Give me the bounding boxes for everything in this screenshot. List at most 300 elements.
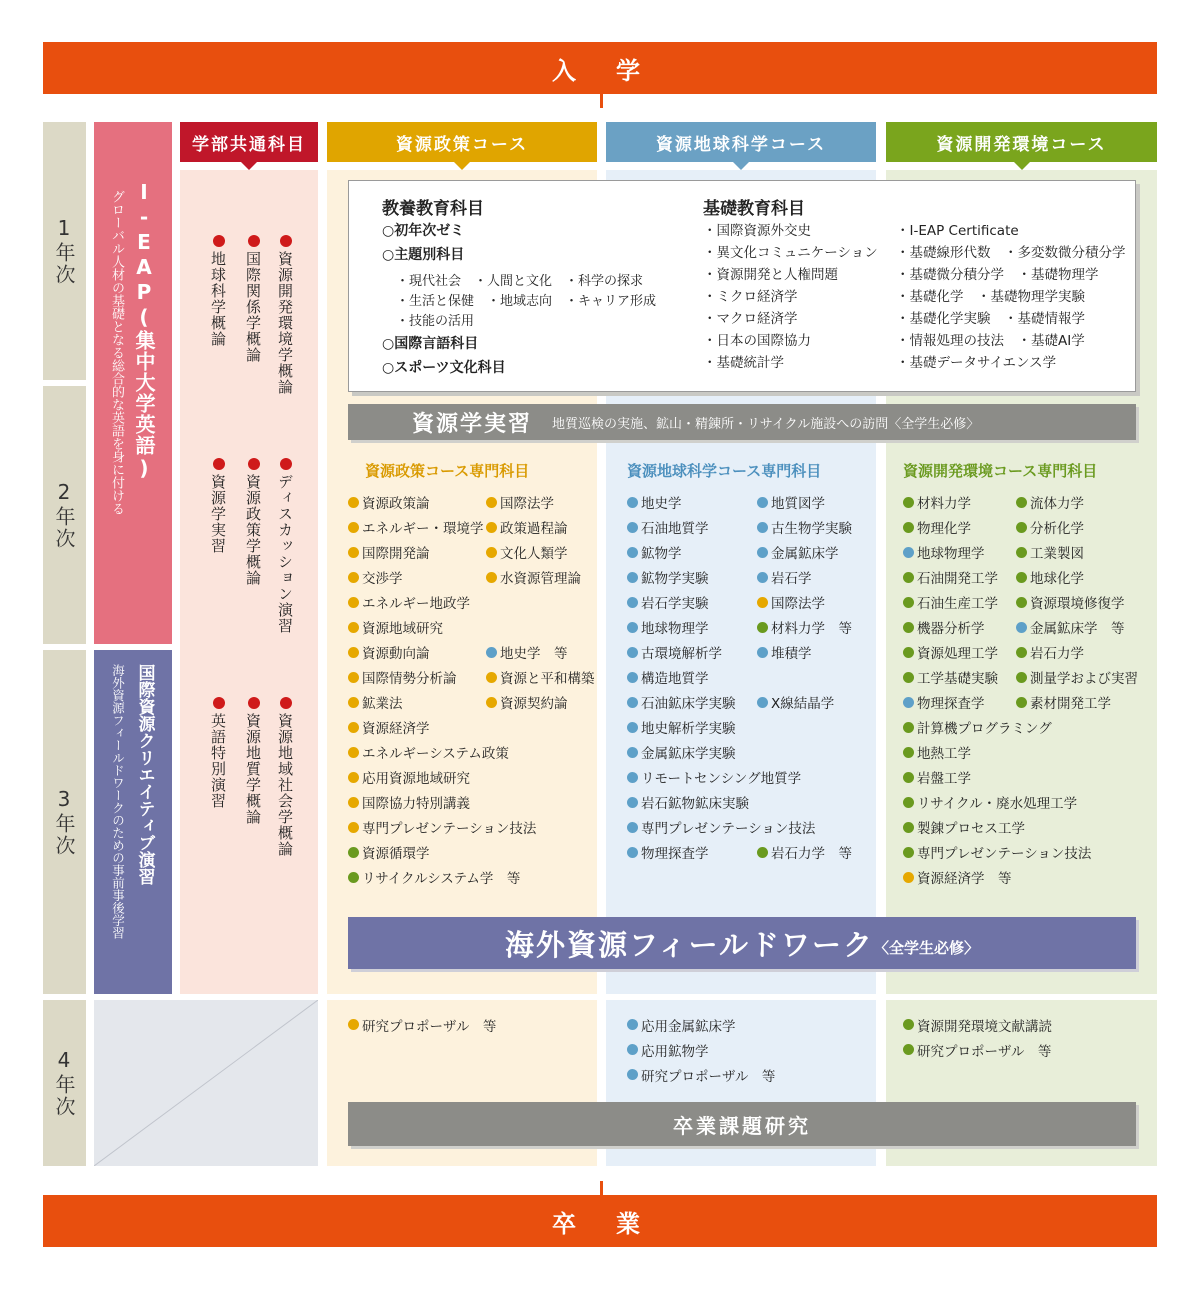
bullet-icon — [348, 797, 359, 808]
fieldwork-band — [348, 917, 1136, 969]
policy-course-header — [327, 122, 597, 162]
ieap-box — [94, 122, 172, 644]
subject-item — [348, 842, 430, 862]
subject-row — [627, 492, 877, 517]
dev-course-label: 資源開発環境コース — [936, 134, 1107, 155]
bullet-icon — [757, 522, 768, 533]
subject-item — [348, 567, 403, 587]
subject-label: 資源循環学 — [362, 846, 430, 862]
bullet-icon — [627, 597, 638, 608]
subject-label: 機器分析学 — [917, 621, 985, 637]
subject-label: 金属鉱床学 — [771, 546, 839, 562]
subject-row — [348, 492, 598, 517]
subject-label: 金属鉱床学 等 — [1030, 621, 1125, 637]
basic-item: ・基礎統計学 — [703, 355, 784, 371]
subject-label: 堆積学 — [771, 646, 812, 662]
subject-label: 工学基礎実験 — [917, 671, 998, 687]
liberal-theme: ・生活と保健 ・地域志向 ・キャリア形成 — [396, 294, 657, 309]
subject-item — [348, 542, 430, 562]
bullet-icon — [348, 872, 359, 883]
creative-box — [94, 650, 172, 994]
basic-item: ・I-EAP Certificate — [896, 223, 1019, 239]
graduation-label: 卒 業 — [552, 1209, 648, 1238]
subject-item — [757, 842, 852, 862]
bullet-icon — [903, 622, 914, 633]
subject-label: 地球物理学 — [641, 621, 709, 637]
subject-item — [627, 542, 682, 562]
subject-row — [903, 567, 1158, 592]
bullet-icon — [757, 547, 768, 558]
common-subject: ディスカッション演習 — [276, 474, 294, 634]
subject-row — [348, 542, 598, 567]
subject-label: 交渉学 — [362, 571, 403, 587]
bullet-icon — [486, 522, 497, 533]
subject-row — [348, 667, 598, 692]
subject-item — [1016, 567, 1084, 587]
liberal-item: ○国際言語科目 — [382, 336, 479, 352]
red-bullet — [248, 697, 260, 709]
subject-label: 岩石鉱物鉱床実験 — [641, 796, 749, 812]
subject-item — [757, 692, 834, 712]
subject-item — [757, 567, 812, 587]
subject-label: X線結晶学 — [771, 696, 835, 712]
practice-band — [348, 404, 1136, 440]
subject-item — [486, 567, 581, 587]
year-1-box — [43, 122, 86, 380]
subject-label: 資源と平和構築 — [500, 671, 595, 687]
ieap-subtitle: グローバル人材の基礎となる総合的な英語を身に付ける — [109, 190, 124, 515]
bullet-icon — [757, 572, 768, 583]
bullet-icon — [486, 647, 497, 658]
subject-item — [1016, 642, 1084, 662]
common-subject: 資源政策学概論 — [244, 474, 262, 586]
red-bullet — [280, 235, 292, 247]
common-subject: 資源地域社会学概論 — [276, 713, 294, 857]
bullet-icon — [348, 697, 359, 708]
subject-item — [903, 692, 985, 712]
admission-bar — [43, 42, 1157, 94]
thesis-title: 卒業課題研究 — [673, 1113, 811, 1138]
subject-label: 計算機プログラミング — [917, 721, 1052, 737]
subject-item — [627, 842, 709, 862]
bullet-icon — [757, 847, 768, 858]
subject-item — [348, 492, 430, 512]
liberal-item: ○主題別科目 — [382, 247, 465, 263]
common-middle-2 — [243, 458, 264, 586]
bullet-icon — [903, 747, 914, 758]
subject-row — [627, 642, 877, 667]
creative-title: 国際資源クリエイティブ演習 — [134, 664, 155, 885]
subject-item — [1016, 492, 1084, 512]
bullet-icon — [627, 822, 638, 833]
red-bullet — [213, 235, 225, 247]
year-3-box — [43, 650, 86, 994]
bullet-icon — [1016, 597, 1027, 608]
subject-label: 流体力学 — [1030, 496, 1084, 512]
subject-label: 資源経済学 — [362, 721, 430, 737]
common-lower-1 — [208, 697, 229, 809]
subject-label: 材料力学 等 — [771, 621, 852, 637]
subject-label: 資源処理工学 — [917, 646, 998, 662]
subject-label: 古生物学実験 — [771, 521, 852, 537]
subject-label: 資源動向論 — [362, 646, 430, 662]
bullet-icon — [757, 647, 768, 658]
bullet-icon — [627, 622, 638, 633]
liberal-item: ○スポーツ文化科目 — [382, 360, 506, 376]
subject-item — [348, 742, 509, 762]
subject-label: 材料力学 — [917, 496, 971, 512]
bullet-icon — [627, 797, 638, 808]
subject-row — [903, 692, 1158, 717]
subject-label: 金属鉱床学実験 — [641, 746, 736, 762]
liberal-theme: ・技能の活用 — [396, 314, 475, 329]
subject-item — [1016, 517, 1084, 537]
subject-label: 研究プロポーザル 等 — [641, 1068, 776, 1085]
basic-item: ・国際資源外交史 — [703, 223, 811, 239]
earth-course-label: 資源地球科学コース — [655, 134, 827, 155]
liberal-item: ○初年次ゼミ — [382, 223, 465, 239]
bullet-icon — [903, 822, 914, 833]
graduation-bar — [43, 1195, 1157, 1247]
subject-label: 石油鉱床学実験 — [641, 696, 736, 712]
bullet-icon — [627, 747, 638, 758]
subject-row — [627, 817, 877, 842]
subject-item — [348, 667, 457, 687]
subject-row — [348, 517, 598, 542]
subject-label: 文化人類学 — [500, 546, 568, 562]
bullet-icon — [1016, 697, 1027, 708]
subject-item — [348, 717, 430, 737]
bullet-icon — [348, 672, 359, 683]
subject-label: 工業製図 — [1030, 546, 1084, 562]
subject-row — [348, 842, 598, 867]
bullet-icon — [1016, 522, 1027, 533]
subject-label: 鉱業法 — [362, 696, 403, 712]
bullet-icon — [348, 822, 359, 833]
subject-row — [903, 592, 1158, 617]
bullet-icon — [627, 772, 638, 783]
subject-label: 分析化学 — [1030, 521, 1084, 537]
bullet-icon — [627, 697, 638, 708]
bullet-icon — [627, 847, 638, 858]
subject-label: 地球物理学 — [917, 546, 985, 562]
common-caret — [241, 162, 257, 170]
subject-row — [348, 592, 598, 617]
year-4-label: 4年次 — [52, 1048, 76, 1118]
subject-row — [348, 792, 598, 817]
bullet-icon — [627, 547, 638, 558]
common-lower-2 — [243, 697, 264, 825]
bullet-icon — [903, 522, 914, 533]
earth-subject-list — [627, 492, 877, 867]
subject-item — [903, 742, 971, 762]
thesis-band — [348, 1102, 1136, 1146]
subject-label: 地史学 — [641, 496, 682, 512]
subject-row — [903, 842, 1158, 867]
year-2-box — [43, 386, 86, 644]
subject-row — [903, 617, 1158, 642]
common-subject: 資源学実習 — [209, 474, 227, 554]
bullet-icon — [348, 497, 359, 508]
subject-row — [627, 792, 877, 817]
basic-item: ・基礎データサイエンス学 — [896, 355, 1057, 371]
common-subject: 地球科学概論 — [209, 251, 227, 347]
subject-item — [486, 492, 554, 512]
subject-item — [627, 517, 709, 537]
subject-row — [348, 617, 598, 642]
bullet-icon — [903, 597, 914, 608]
subject-item — [903, 842, 1091, 862]
subject-item — [903, 717, 1052, 737]
subject-row — [627, 717, 877, 742]
subject-item — [627, 617, 709, 637]
admission-label: 入 学 — [552, 56, 648, 85]
subject-label: 地質図学 — [771, 496, 825, 512]
bullet-icon — [627, 722, 638, 733]
bullet-icon — [903, 697, 914, 708]
subject-label: 物理探査学 — [641, 846, 709, 862]
subject-row — [903, 767, 1158, 792]
red-bullet — [248, 235, 260, 247]
common-header — [180, 122, 318, 162]
earth-specialized-title: 資源地球科学コース専門科目 — [627, 462, 822, 480]
subject-label: 岩盤工学 — [917, 771, 971, 787]
subject-row — [348, 567, 598, 592]
subject-row — [903, 542, 1158, 567]
subject-row — [903, 867, 1158, 892]
bullet-icon — [903, 722, 914, 733]
bullet-icon — [627, 1044, 638, 1055]
dev-year4-list — [903, 1012, 1143, 1062]
graduation-connector — [600, 1181, 603, 1195]
subject-item — [1016, 592, 1125, 612]
bullet-icon — [348, 572, 359, 583]
common-subject: 国際関係学概論 — [244, 251, 262, 363]
common-subject: 英語特別演習 — [209, 713, 227, 809]
subject-row — [903, 642, 1158, 667]
subject-row — [627, 742, 877, 767]
subject-row — [348, 692, 598, 717]
bullet-icon — [348, 772, 359, 783]
subject-row — [627, 517, 877, 542]
subject-item — [903, 592, 998, 612]
subject-label: 資源環境修復学 — [1030, 596, 1125, 612]
year-1-label: 1年次 — [52, 216, 76, 286]
subject-row — [627, 767, 877, 792]
subject-row — [903, 717, 1158, 742]
year-2-label: 2年次 — [52, 480, 76, 550]
bullet-icon — [348, 622, 359, 633]
subject-label: 素材開発工学 — [1030, 696, 1111, 712]
subject-item — [348, 767, 470, 787]
subject-label: 研究プロポーザル 等 — [362, 1018, 497, 1035]
subject-item — [627, 742, 736, 762]
bullet-icon — [903, 572, 914, 583]
subject-label: 応用金属鉱床学 — [641, 1018, 736, 1035]
common-upper-1 — [208, 235, 229, 347]
subject-item — [627, 767, 801, 787]
policy-course-label: 資源政策コース — [395, 134, 529, 155]
subject-row — [627, 542, 877, 567]
bullet-icon — [348, 647, 359, 658]
subject-label: 国際法学 — [500, 496, 554, 512]
subject-item — [627, 1012, 867, 1037]
subject-item — [486, 692, 568, 712]
subject-row — [903, 742, 1158, 767]
subject-label: 政策過程論 — [500, 521, 568, 537]
subject-item — [627, 1037, 867, 1062]
year-4-box — [43, 1000, 86, 1166]
bullet-icon — [757, 497, 768, 508]
subject-row — [627, 617, 877, 642]
bullet-icon — [348, 597, 359, 608]
subject-row — [903, 792, 1158, 817]
common-subject: 資源地質学概論 — [244, 713, 262, 825]
basic-right-list — [896, 220, 1126, 374]
subject-item — [486, 517, 568, 537]
bullet-icon — [627, 1069, 638, 1080]
subject-row — [348, 767, 598, 792]
bullet-icon — [348, 547, 359, 558]
common-middle-1 — [208, 458, 229, 554]
basic-item: ・基礎微分積分学 ・基礎物理学 — [896, 267, 1099, 283]
subject-label: 国際開発論 — [362, 546, 430, 562]
subject-row — [627, 842, 877, 867]
subject-row — [348, 817, 598, 842]
creative-subtitle: 海外資源フィールドワークのための事前事後学習 — [110, 664, 126, 939]
common-subject: 資源開発環境学概論 — [276, 251, 294, 395]
subject-item — [627, 1062, 867, 1087]
subject-item — [903, 1012, 1143, 1037]
subject-item — [627, 592, 709, 612]
bullet-icon — [757, 622, 768, 633]
basic-left-list — [703, 220, 878, 374]
bullet-icon — [903, 872, 914, 883]
bullet-icon — [903, 497, 914, 508]
subject-item — [627, 667, 709, 687]
subject-item — [1016, 667, 1138, 687]
earth-course-header — [606, 122, 876, 162]
subject-row — [903, 517, 1158, 542]
subject-label: 水資源管理論 — [500, 571, 581, 587]
subject-item — [348, 517, 484, 537]
subject-label: 古環境解析学 — [641, 646, 722, 662]
subject-label: 製錬プロセス工学 — [917, 821, 1025, 837]
subject-row — [903, 817, 1158, 842]
subject-label: 岩石力学 — [1030, 646, 1084, 662]
earth-year4-list — [627, 1012, 867, 1087]
basic-item: ・日本の国際協力 — [703, 333, 811, 349]
red-bullet — [213, 697, 225, 709]
basic-item: ・マクロ経済学 — [703, 311, 798, 327]
subject-label: 地熱工学 — [917, 746, 971, 762]
subject-item — [348, 817, 536, 837]
subject-label: リサイクル・廃水処理工学 — [917, 796, 1078, 812]
subject-label: 応用鉱物学 — [641, 1043, 709, 1060]
subject-label: 物理探査学 — [917, 696, 985, 712]
bullet-icon — [903, 847, 914, 858]
subject-label: 石油生産工学 — [917, 596, 998, 612]
common-upper-3 — [275, 235, 296, 395]
bullet-icon — [348, 1019, 359, 1030]
bullet-icon — [903, 1044, 914, 1055]
bullet-icon — [348, 722, 359, 733]
subject-item — [757, 517, 852, 537]
subject-row — [348, 717, 598, 742]
common-header-label: 学部共通科目 — [192, 134, 306, 155]
subject-item — [348, 642, 430, 662]
subject-label: 石油地質学 — [641, 521, 709, 537]
subject-item — [627, 792, 749, 812]
subject-item — [627, 642, 722, 662]
subject-item — [903, 617, 985, 637]
subject-item — [903, 567, 998, 587]
common-middle-3 — [275, 458, 296, 634]
common-upper-2 — [243, 235, 264, 363]
subject-item — [757, 617, 852, 637]
subject-label: 専門プレゼンテーション技法 — [362, 821, 537, 837]
dev-subject-list — [903, 492, 1158, 892]
bullet-icon — [903, 772, 914, 783]
bullet-icon — [627, 522, 638, 533]
subject-label: リモートセンシング地質学 — [641, 771, 802, 787]
dev-caret — [1014, 162, 1030, 170]
bullet-icon — [903, 797, 914, 808]
diagonal-line — [94, 1000, 318, 1166]
empty-year4-cell — [94, 1000, 318, 1166]
subject-item — [903, 667, 998, 687]
bullet-icon — [348, 847, 359, 858]
subject-label: 資源政策論 — [362, 496, 430, 512]
policy-specialized-title: 資源政策コース専門科目 — [365, 462, 530, 480]
basic-item: ・異文化コミュニケーション — [703, 245, 878, 261]
subject-label: 物理化学 — [917, 521, 971, 537]
basic-item: ・情報処理の技法 ・基礎AI学 — [896, 333, 1085, 349]
bullet-icon — [348, 747, 359, 758]
subject-label: 国際情勢分析論 — [362, 671, 457, 687]
subject-item — [627, 717, 736, 737]
bullet-icon — [1016, 622, 1027, 633]
bullet-icon — [1016, 647, 1027, 658]
subject-item — [348, 692, 403, 712]
red-bullet — [213, 458, 225, 470]
subject-label: 地史解析学実験 — [641, 721, 736, 737]
subject-label: 応用資源地域研究 — [362, 771, 470, 787]
subject-row — [348, 642, 598, 667]
subject-item — [903, 492, 971, 512]
bullet-icon — [903, 647, 914, 658]
bullet-icon — [486, 497, 497, 508]
subject-item — [348, 1012, 588, 1037]
subject-label: エネルギーシステム政策 — [362, 746, 509, 762]
subject-label: 資源地域研究 — [362, 621, 443, 637]
bullet-icon — [757, 597, 768, 608]
practice-title: 資源学実習 — [412, 411, 533, 437]
subject-label: 地球化学 — [1030, 571, 1084, 587]
practice-desc: 地質巡検の実施、鉱山・精錬所・リサイクル施設への訪問〈全学生必修〉 — [552, 416, 980, 432]
basic-item: ・ミクロ経済学 — [703, 289, 798, 305]
subject-label: エネルギー・環境学 — [362, 521, 484, 537]
red-bullet — [280, 697, 292, 709]
basic-item: ・基礎化学 ・基礎物理学実験 — [896, 289, 1085, 305]
subject-label: 専門プレゼンテーション技法 — [641, 821, 816, 837]
red-bullet — [248, 458, 260, 470]
subject-label: 鉱物学 — [641, 546, 682, 562]
subject-item — [348, 592, 470, 612]
subject-label: エネルギー地政学 — [362, 596, 470, 612]
basic-item: ・資源開発と人権問題 — [703, 267, 838, 283]
subject-item — [903, 867, 1012, 887]
